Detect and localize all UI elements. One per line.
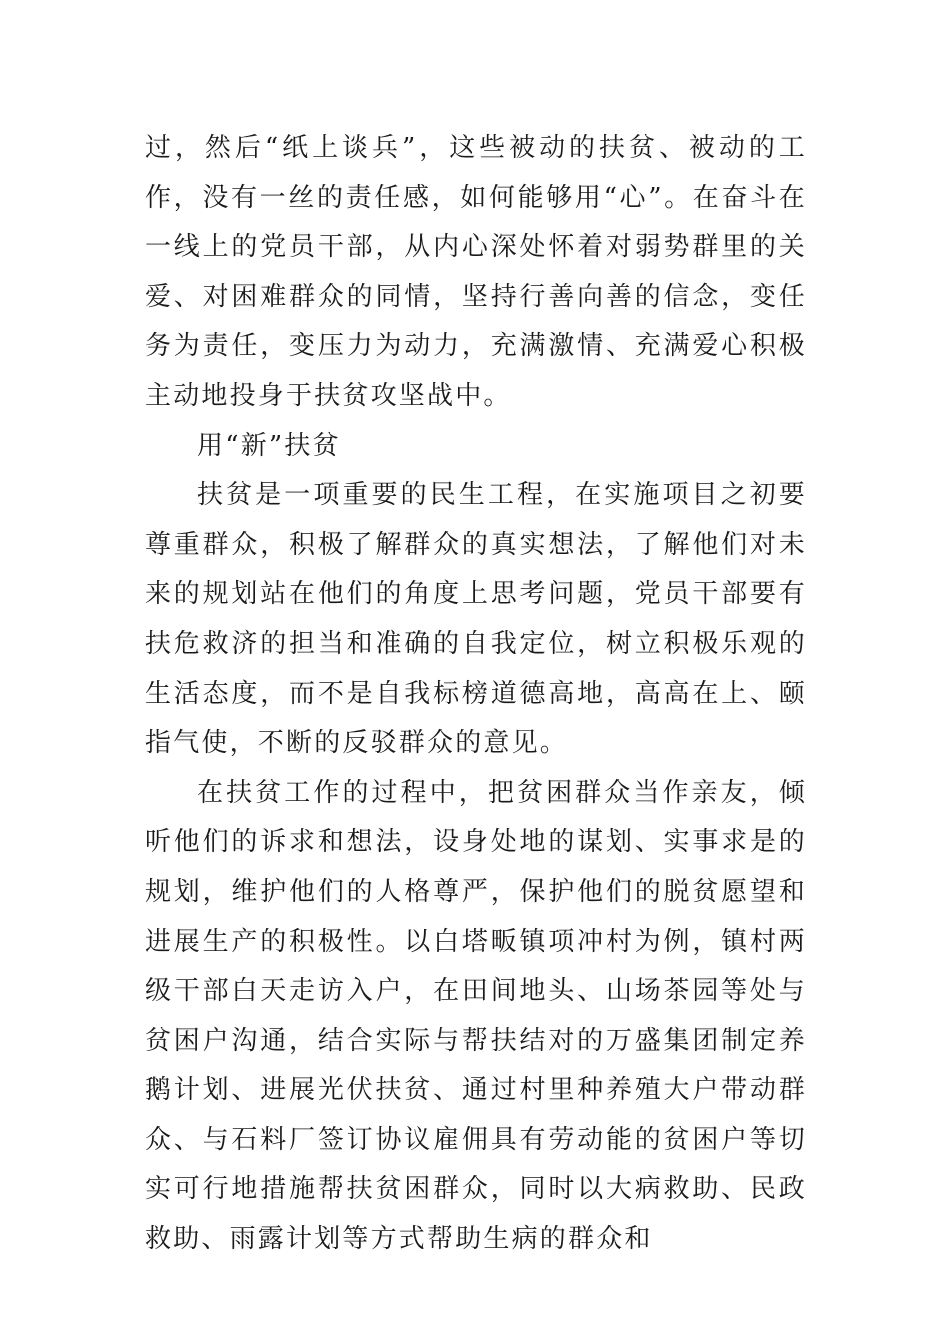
section-heading: 用“新”扶贫 [197, 430, 341, 461]
document-body [145, 124, 807, 1265]
paragraph-3: 在扶贫工作的过程中，把贫困群众当作亲友，倾听他们的诉求和想法，设身处地的谋划、实事求是的规划，维护他们的人格尊严，保护他们的脱贫愿望和进展生产的积极性。以白塔畈镇项冲村为例，镇村两级干部白天走访入户，在田间地头、山场茶园等处与贫困户沟通，结合实际与帮扶结对的万盛集团制定养鹅计划、进展光伏扶贫、通过村里种养殖大户带动群众、与石料厂签订协议雇佣具有劳动能的贫困户等切实可行地措施帮扶贫困群众，同时以大病救助、民政救助、雨露计划等方式帮助生病的群众和 [145, 777, 807, 1255]
paragraph-1: 过，然后“纸上谈兵”，这些被动的扶贫、被动的工作，没有一丝的责任感，如何能够用“心”。在奋斗在一线上的党员干部，从内心深处怀着对弱势群里的关爱、对困难群众的同情，坚持行善向善的信念，变任务为责任，变压力为动力，充满激情、充满爱心积极主动地投身于扶贫攻坚战中。 [145, 133, 807, 411]
paragraph-2: 扶贫是一项重要的民生工程，在实施项目之初要尊重群众，积极了解群众的真实想法，了解他们对未来的规划站在他们的角度上思考问题，党员干部要有扶危救济的担当和准确的自我定位，树立积极乐观的生活态度，而不是自我标榜道德高地，高高在上、颐指气使，不断的反驳群众的意见。 [145, 480, 807, 759]
